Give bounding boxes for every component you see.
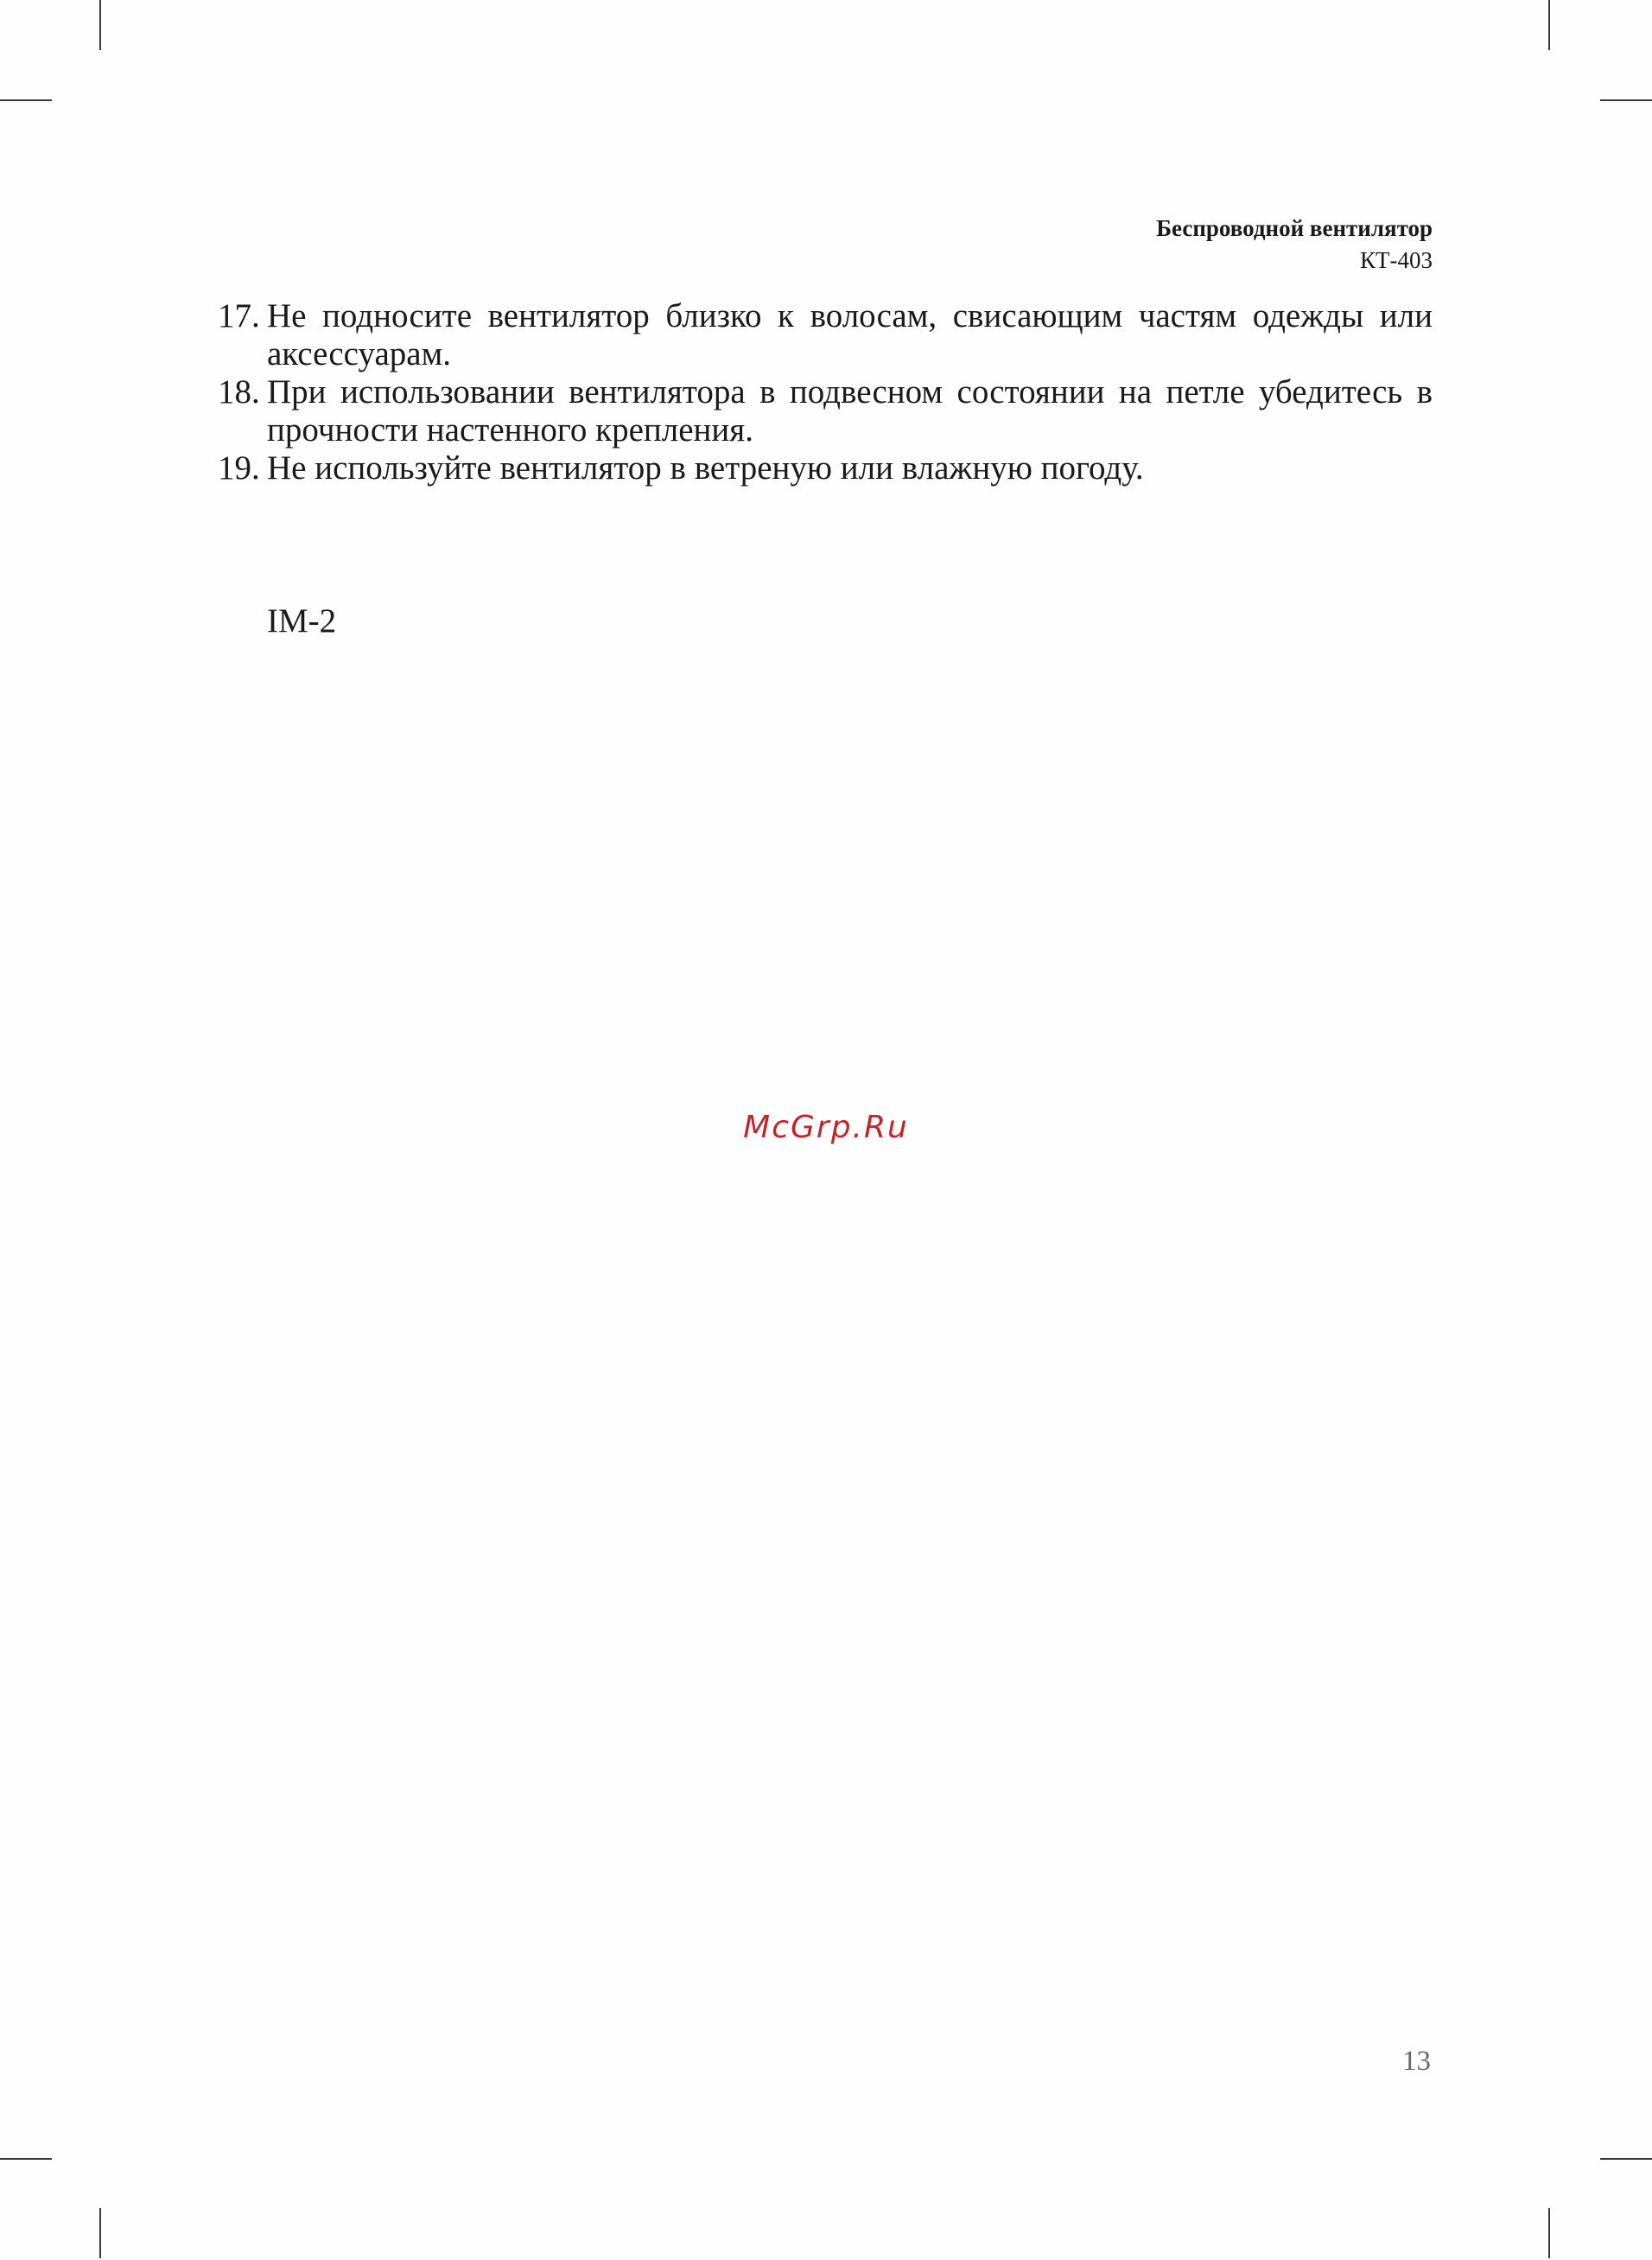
crop-mark-top-left-horizontal bbox=[0, 99, 52, 101]
list-item-number: 18. bbox=[218, 373, 260, 411]
list-item-text: Не подносите вентилятор близко к волосам, свисающим частям одежды или аксессуарам. bbox=[267, 297, 1433, 372]
page-number: 13 bbox=[1402, 2046, 1431, 2077]
list-item-number: 17. bbox=[218, 297, 260, 334]
crop-mark-bottom-right-vertical bbox=[1548, 2208, 1550, 2258]
list-item bbox=[218, 449, 1433, 487]
list-item bbox=[218, 373, 1433, 449]
list-item-text: Не используйте вентилятор в ветреную или влажную погоду. bbox=[267, 449, 1144, 487]
safety-instructions-list bbox=[218, 297, 1433, 487]
crop-mark-bottom-right-horizontal bbox=[1600, 2158, 1652, 2160]
document-code: IM-2 bbox=[267, 602, 337, 640]
crop-mark-top-right-horizontal bbox=[1600, 99, 1652, 101]
crop-mark-bottom-left-horizontal bbox=[0, 2158, 52, 2160]
list-item-number: 19. bbox=[218, 449, 260, 487]
crop-mark-bottom-left-vertical bbox=[99, 2208, 101, 2258]
crop-mark-top-left-vertical bbox=[99, 0, 101, 50]
document-header bbox=[1156, 213, 1433, 277]
header-title: Беспроводной вентилятор bbox=[1156, 215, 1433, 241]
list-item bbox=[218, 297, 1433, 373]
header-model: КТ-403 bbox=[1360, 247, 1433, 273]
list-item-text: При использовании вентилятора в подвесном состоянии на петле убедитесь в прочности настенного крепления. bbox=[267, 373, 1433, 449]
crop-mark-top-right-vertical bbox=[1548, 0, 1550, 50]
watermark-link[interactable]: McGrp.Ru bbox=[743, 1110, 909, 1145]
